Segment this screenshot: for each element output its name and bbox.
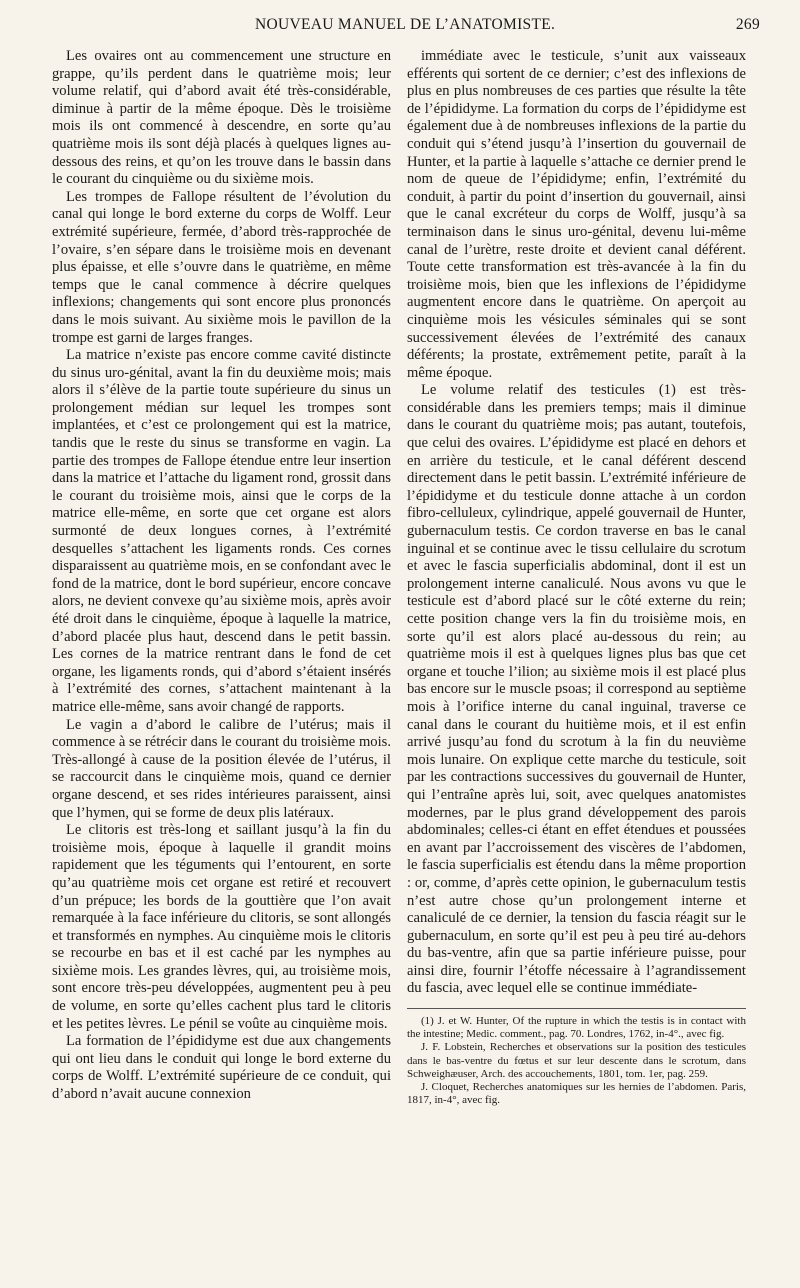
right-column <box>407 48 746 1107</box>
running-header <box>52 16 760 38</box>
paragraph-clitoris: Le clitoris est très-long et saillant jusqu’à la fin du troisième mois, époque à laquelle il grandit moins rapidement que les téguments qui l’entourent, en sorte qu’au quatrième mois cet organe est retiré et recouvert d’un prépuce; les bords de la gouttière que l’on avait remarquée à la face inférieure du clitoris, se sont allongés et transformés en nymphes. Au cinquième mois le clitoris se recourbe en bas et il est caché par les nymphes au sixième mois. Les grandes lèvres, qui, au troisième mois, sont encore très-peu développées, augmentent peu à peu de volume, en sorte qu’elles cachent plus tard le clitoris et les petites lèvres. Le pénil se voûte au cinquième mois. <box>52 822 391 1032</box>
footnote-lobstein: J. F. Lobstein, Recherches et observations sur la position des testicules dans le bas-ventre du fœtus et sur leur descente dans le scrotum, dans Schweighæuser, Arch. des accouchements, 1801, tom. 1er, pag. 259. <box>407 1041 746 1080</box>
page-number: 269 <box>735 16 760 33</box>
paragraph-matrice: La matrice n’existe pas encore comme cavité distincte du sinus uro-génital, avant la fin du deuxième mois; mais alors il s’élève de la partie toute supérieure du sinus un prolongement médian sur lequel les trompes sont implantées, et c’est ce prolongement qui est la matrice, tandis que le reste du sinus se transforme en vagin. La partie des trompes de Fallope étendue entre leur insertion dans la matrice et l’attache du ligament rond, grossit dans le courant du troisième mois, ainsi que le corps de la matrice elle-même, en sorte que cet organe est alors surmonté de deux longues cornes, à l’extrémité desquelles s’attachent les ligaments ronds. Ces cornes disparaissent au quatrième mois, en se confondant avec le fond de la matrice, dont le bord supérieur, encore concave alors, ne devient convexe qu’au sixième mois, après avoir été droit dans le cinquième, époque à laquelle la matrice, d’abord placée plus haut, descend dans le petit bassin. Les cornes de la matrice rentrant dans le fond de cet organe, les ligaments ronds, qui d’abord s’étaient insérés à l’extrémité des cornes, s’attachent maintenant à la matrice elle-même, sans avoir changé de rapports. <box>52 347 391 715</box>
left-column <box>52 48 391 1104</box>
footnote-divider <box>407 1008 746 1009</box>
paragraph-trompes: Les trompes de Fallope résultent de l’évolution du canal qui longe le bord externe du corps de Wolff. Leur extrémité supérieure, fermée, d’abord très-rapprochée de l’ovaire, s’en sépare dans le troisième mois en devenant plus épaisse, et elle s’ouvre dans le quatrième, en même temps que le canal commence à décrire quelques inflexions; changements qui sont encore plus prononcés dans le mois suivant. Au sixième mois le pavillon de la trompe est garni de larges franges. <box>52 188 391 346</box>
footnote-hunter: (1) J. et W. Hunter, Of the rupture in which the testis is in contact with the intestine; Medic. comment., pag. 70. Londres, 1762, in-4°., avec fig. <box>407 1015 746 1041</box>
paragraph-vagin: Le vagin a d’abord le calibre de l’utérus; mais il commence à se rétrécir dans le courant du troisième mois. Très-allongé à cause de la position élevée de l’utérus, il se raccourcit dans le cinquième mois, quand ce dernier organe descend, et ses rides intérieures paraissent, ainsi que l’hymen, qui se forme de deux plis latéraux. <box>52 716 391 821</box>
header-left-title: NOUVEAU MANUEL <box>254 16 406 33</box>
footnote-cloquet: J. Cloquet, Recherches anatomiques sur les hernies de l’abdomen. Paris, 1817, in-4°, avec fig. <box>407 1081 746 1107</box>
paragraph-epididyme-cont: immédiate avec le testicule, s’unit aux vaisseaux efférents qui sortent de ce dernier; c’est des inflexions de plus en plus nombreuses de ces parties que résulte la tête de l’épididyme. La formation du corps de l’épididyme est également due à de nombreuses inflexions de la partie du conduit qui s’étend jusqu’à l’insertion du gouvernail de Hunter, et la partie à laquelle s’attache ce dernier prend le nom de queue de l’épididyme; enfin, l’extrémité du conduit, à partir du point d’insertion du gouvernail, ainsi que le canal excréteur du corps de Wolff, jusqu’à sa terminaison dans le sinus uro-génital, devenu lui-même canal de l’urètre, reste droite et devient canal déférent. Toute cette transformation est très-avancée à la fin du troisième mois, bien que les inflexions de l’épididyme augmentent encore dans le quatrième. On aperçoit au cinquième mois les vésicules séminales qui se sont successivement élevées de l’extrémité des canaux déférents; la prostate, extrêmement petite, paraît à la même époque. <box>407 48 746 381</box>
paragraph-epididyme: La formation de l’épididyme est due aux changements qui ont lieu dans le conduit qui longe le bord externe du corps de Wolff. L’extrémité supérieure de ce conduit, qui d’abord n’avait aucune connexion <box>52 1033 391 1103</box>
paragraph-testicules: Le volume relatif des testicules (1) est très-considérable dans les premiers temps; mais il diminue dans le courant du quatrième mois; pas autant, toutefois, que celui des ovaires. L’épididyme est placé en dehors et en arrière du testicule, et le canal déférent descend directement dans le petit bassin. L’extrémité inférieure de l’épididyme et du testicule donne attache à un cordon fibro-celluleux, cylindrique, appelé gouvernail de Hunter, gubernaculum testis. Ce cordon traverse en bas le canal inguinal et se continue avec le tissu cellulaire du scrotum et avec le fascia superficialis abdominal, dont il est un prolongement interne canaliculé. Nous avons vu que le testicule est d’abord placé sur le côté externe du rein; cette position change vers la fin du troisième mois, en sorte qu’il est alors placé au-dessous du rein; au quatrième mois il est à quelques lignes plus bas que cet organe et touche l’ilion; au sixième mois il est placé plus bas encore sur le muscle psoas; il correspond au septième mois à l’orifice interne du canal inguinal, traverse ce canal dans le courant du huitième mois, et il est enfin arrivé jusqu’au fond du scrotum à la fin du neuvième mois lunaire. On explique cette marche du testicule, soit par les contractions successives du gouvernail de Hunter, qui l’entraîne après lui, soit, avec quelques anatomistes modernes, par le plus grand développement des parois abdominales; celles-ci étant en effet étendues et poussées en avant par l’accroissement des viscères de l’abdomen, le fascia superficialis est étendu dans la même proportion : or, comme, d’après cette opinion, le gubernaculum testis n’est autre chose qu’un prolongement interne et canaliculé de ce dernier, la tension du fascia réagit sur le gubernaculum, en sorte qu’il est peu à peu tiré au-dehors du bas-ventre, afin que sa partie inférieure puisse, pour ainsi dire, fournir l’étoffe nécessaire à l’agrandissement du fascia, avec lequel elle se continue immédiate- <box>407 382 746 997</box>
paragraph-ovaires: Les ovaires ont au commencement une structure en grappe, qu’ils perdent dans le quatrième mois; leur volume relatif, qui d’abord avait été très-considérable, diminue à partir de la même époque. Dès le troisième mois ils ont commencé à descendre, en sorte qu’au quatrième mois ils sont déjà placés à quelques lignes au-dessous des reins, et qu’on les trouve dans le bassin dans le courant du cinquième ou du sixième mois. <box>52 48 391 188</box>
header-right-title: DE L’ANATOMISTE. <box>410 16 556 33</box>
